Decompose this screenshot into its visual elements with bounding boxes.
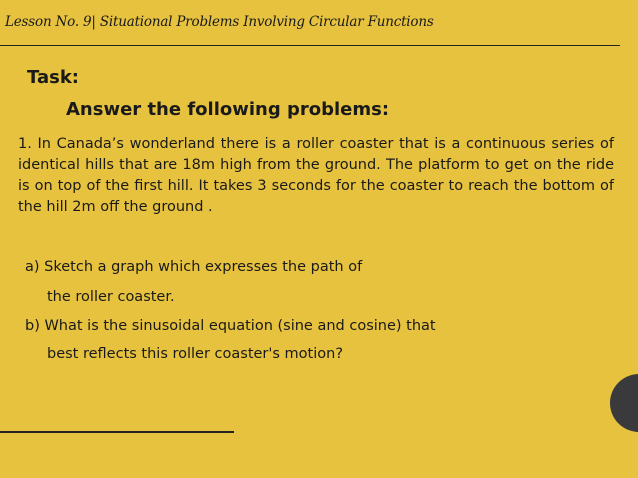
footer-divider [0, 431, 234, 433]
decorative-circle [610, 374, 638, 432]
problem-statement: 1. In Canada’s wonderland there is a roller coaster that is a continuous series of identical hills that are 18m high from the ground. The platform to get on the ride is on top of the first hill. It takes 3 seconds for the coaster to reach the bottom of the hill 2m off the ground . [18, 136, 614, 215]
question-b-line-2: best reflects this roller coaster's motion? [47, 346, 344, 362]
question-a-line-1: a) Sketch a graph which expresses the path of [25, 259, 363, 275]
task-heading: Task: [27, 67, 79, 88]
header-divider [0, 45, 620, 46]
instruction-heading: Answer the following problems: [66, 99, 390, 120]
question-b-line-1: b) What is the sinusoidal equation (sine and cosine) that [25, 318, 436, 334]
lesson-title: Lesson No. 9| Situational Problems Involving Circular Functions [5, 14, 434, 30]
question-a-line-2: the roller coaster. [47, 289, 175, 305]
